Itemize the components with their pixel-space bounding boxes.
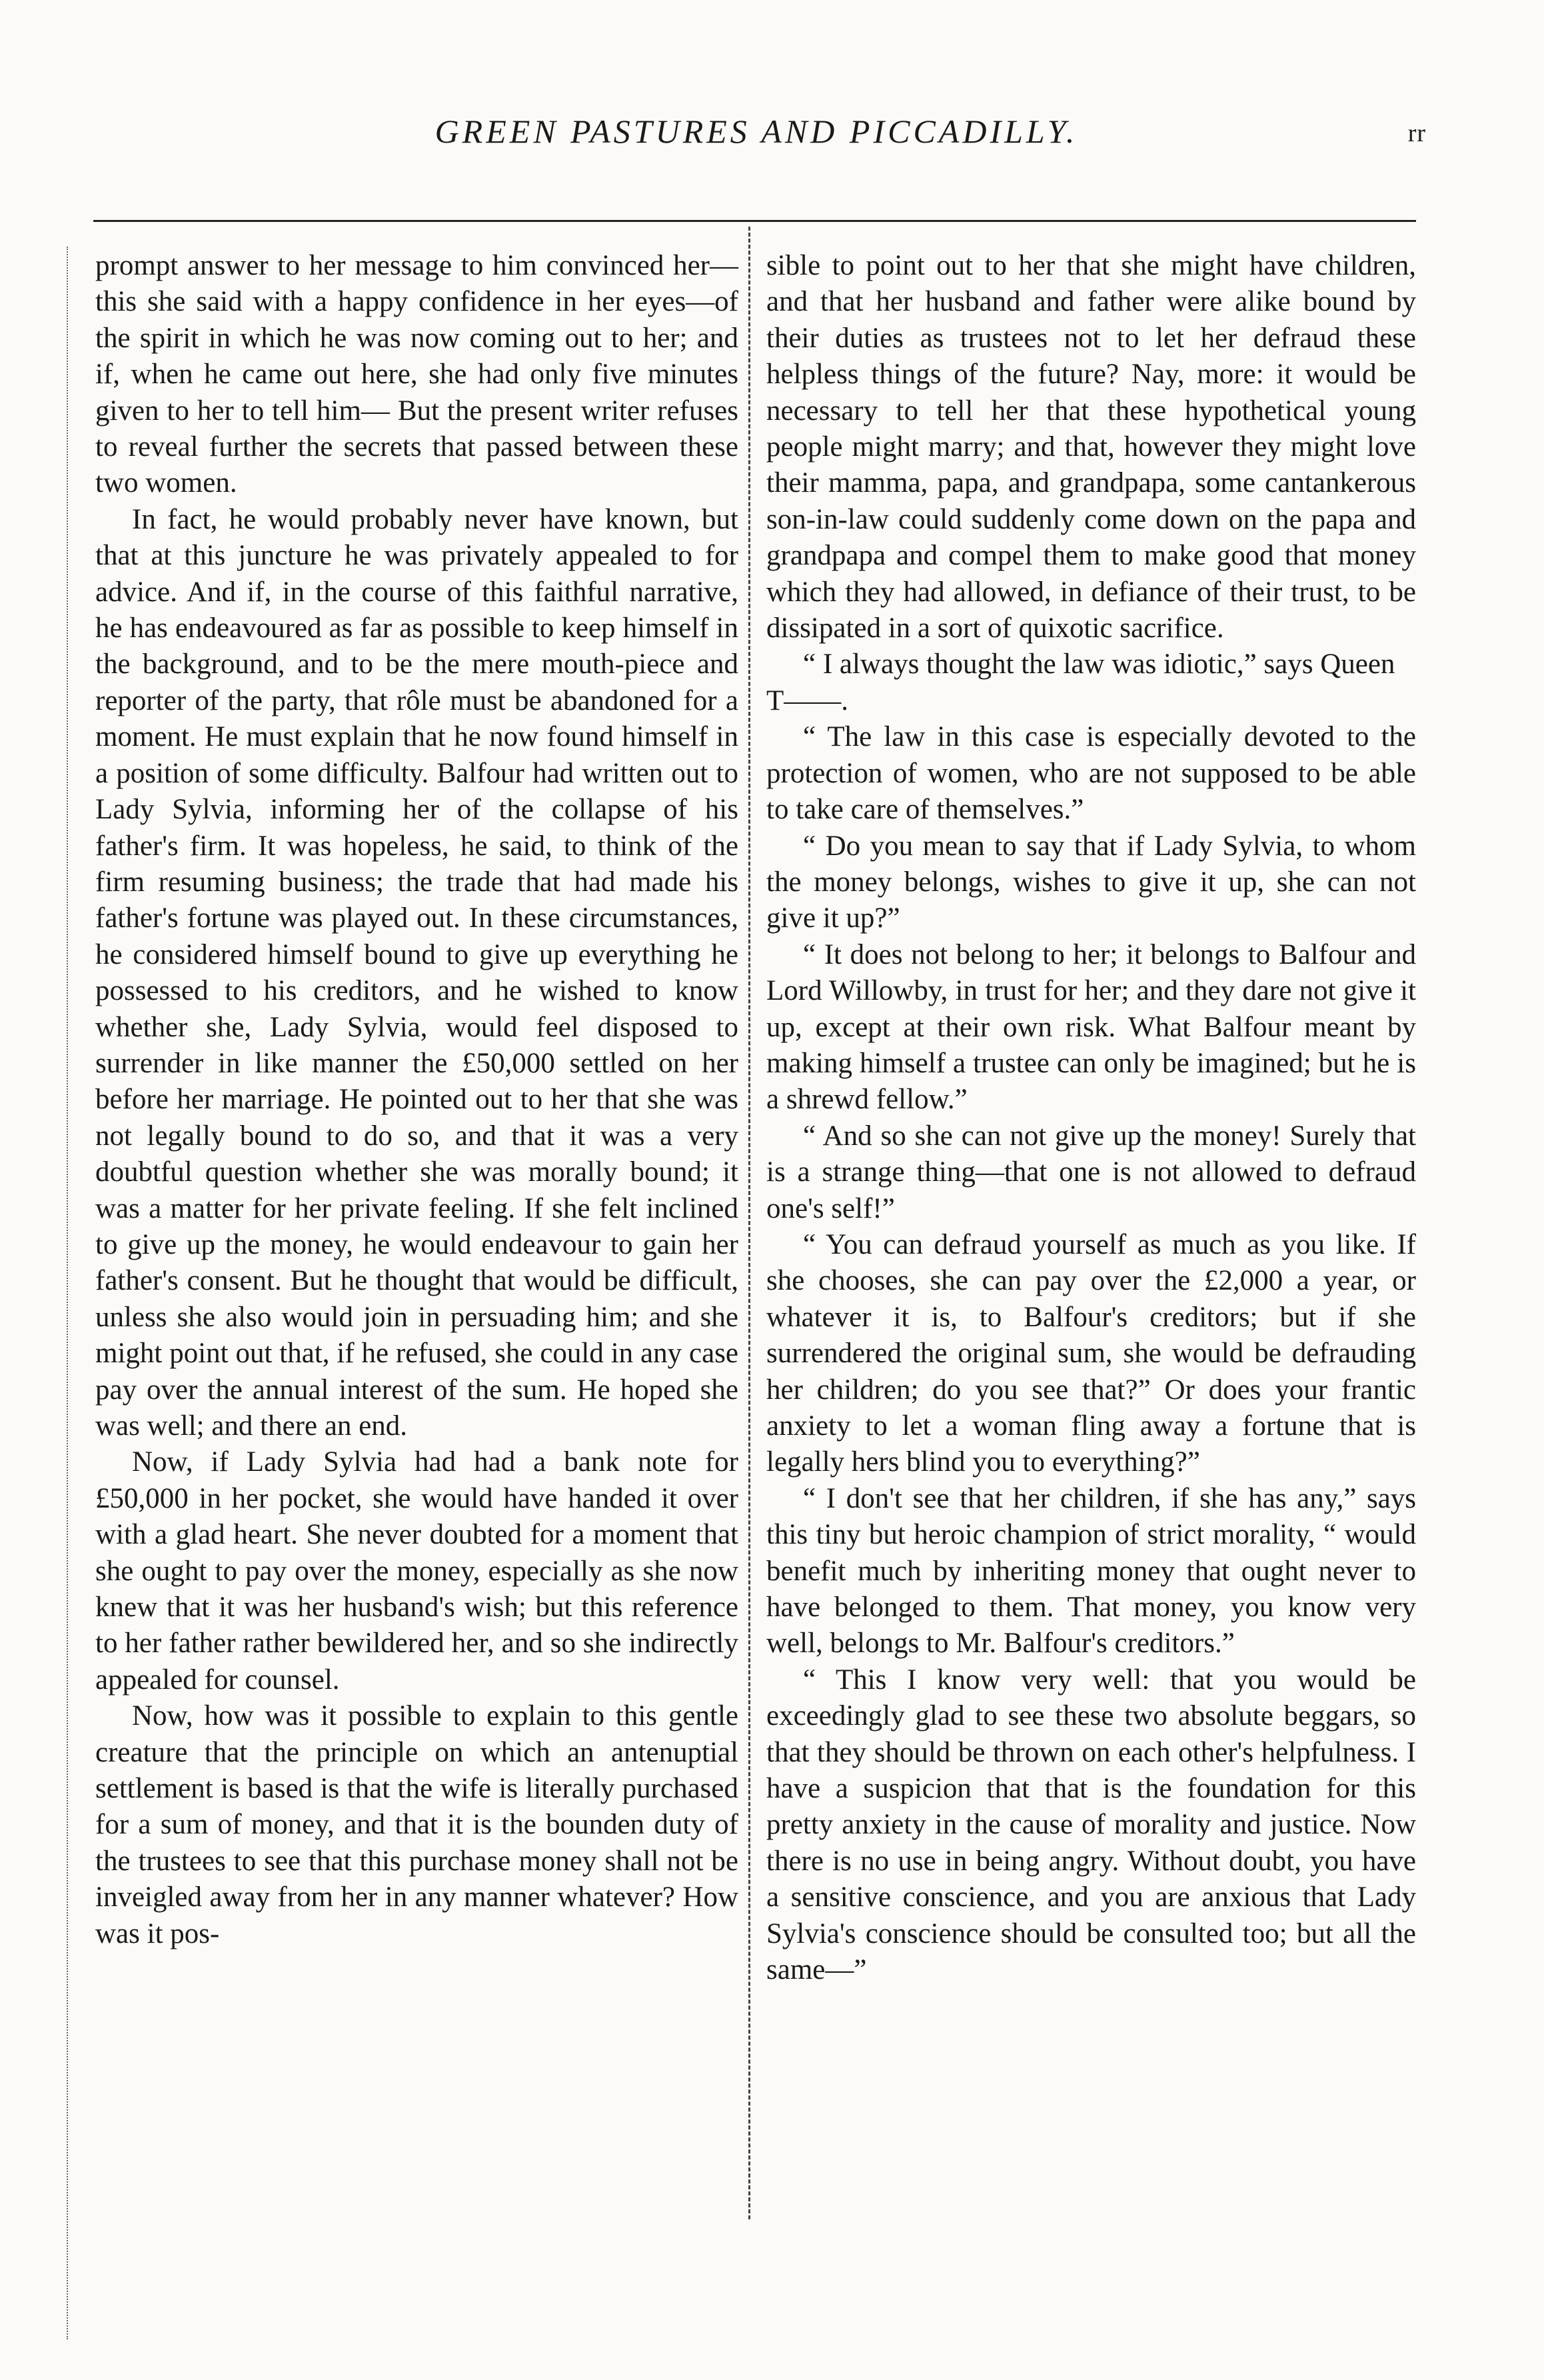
paragraph: Now, if Lady Sylvia had had a bank note for £50,000 in her pocket, she would have handed it over with a glad heart. She never doubted for a moment that she ought to pay over the money, especially as she now knew that it was her husband's wish; but this reference to her father rather bewildered her, and so she indirectly appealed for counsel. <box>95 1446 738 1696</box>
paragraph: “ This I know very well: that you would be exceedingly glad to see these two absolute beggars, so that they should be thrown on each other's helpfulness. I have a suspicion that that is the foundation for this pretty anxiety in the cause of morality and justice. Now there is no use in being angry. Without doubt, you have a sensitive conscience, and you are anxious that Lady Sylvia's conscience should be consulted too; but all the same—” <box>766 1664 1416 1986</box>
paragraph: Now, how was it possible to explain to this gentle creature that the principle on which an antenuptial settlement is based is that the wife is literally purchased for a sum of money, and that it is the bounden duty of the trustees to see that this purchase money shall not be inveigled away from her in any manner whatever? How was it pos- <box>95 1700 738 1949</box>
left-margin-marks <box>67 247 68 2339</box>
running-title: GREEN PASTURES AND PICCADILLY. <box>434 113 1078 150</box>
paragraph: “ You can defraud yourself as much as you like. If she chooses, she can pay over the £2,000 a year, or whatever it is, to Balfour's creditors; but if she surrendered the original sum, she would be defrauding her children; do you see that?” Or does your frantic anxiety to let a woman fling away a fortune that is legally hers blind you to everything?” <box>766 1228 1416 1478</box>
paragraph: prompt answer to her message to him convinced her—this she said with a happy confidence in her eyes—of the spirit in which he was now coming out to her; and if, when he came out here, she had only five minutes given to her to tell him— But the present writer refuses to reveal further the secrets that passed between these two women. <box>95 250 738 499</box>
left-column <box>95 248 738 1952</box>
right-column <box>766 248 1416 1989</box>
paragraph: “ I always thought the law was idiotic,” says Queen T——. <box>766 648 1395 716</box>
paragraph: “ Do you mean to say that if Lady Sylvia, to whom the money belongs, wishes to give it up, she can not give it up?” <box>766 830 1416 934</box>
paragraph: sible to point out to her that she might have children, and that her husband and father were alike bound by their duties as trustees not to let her defraud these helpless things of the future? Nay, more: it would be necessary to tell her that these hypothetical young people might marry; and that, however they might love their mamma, papa, and grandpapa, some cantankerous son-in-law could suddenly come down on the papa and grandpapa and compel them to make good that money which they had allowed, in defiance of their trust, to be dissipated in a sort of quixotic sacrifice. <box>766 250 1416 644</box>
paragraph: “ I don't see that her children, if she has any,” says this tiny but heroic champion of strict morality, “ would benefit much by inheriting money that ought never to have belonged to them. That money, you know very well, belongs to Mr. Balfour's creditors.” <box>766 1482 1416 1660</box>
column-divider <box>748 227 750 2219</box>
page-number: rr <box>1407 119 1426 147</box>
paragraph: “ The law in this case is especially devoted to the protection of women, who are not supposed to be able to take care of themselves.” <box>766 721 1416 826</box>
paragraph: “ It does not belong to her; it belongs to Balfour and Lord Willowby, in trust for her; and they dare not give it up, except at their own risk. What Balfour meant by making himself a trustee can only be imagined; but he is a shrewd fellow.” <box>766 938 1416 1116</box>
header-rule <box>93 220 1416 222</box>
page-header <box>87 112 1426 172</box>
paragraph: In fact, he would probably never have known, but that at this juncture he was privately appealed to for advice. And if, in the course of this faithful narrative, he has endeavoured as far as possible to keep himself in the background, and to be the mere mouth-piece and reporter of the party, that rôle must be abandoned for a moment. He must explain that he now found himself in a position of some difficulty. Balfour had written out to Lady Sylvia, informing her of the collapse of his father's firm. It was hopeless, he said, to think of the firm resuming business; the trade that had made his father's fortune was played out. In these circumstances, he considered himself bound to give up everything he possessed to his creditors, and he wished to know whether she, Lady Sylvia, would feel disposed to surrender in like manner the £50,000 settled on her before her marriage. He pointed out to her that she was not legally bound to do so, and that it was a very doubtful question whether she was morally bound; it was a matter for her private feeling. If she felt inclined to give up the money, he would endeavour to gain her father's consent. But he thought that would be difficult, unless she also would join in persuading him; and she might point out that, if he refused, she could in any case pay over the annual interest of the sum. He hoped she was well; and there an end. <box>95 503 738 1442</box>
paragraph: “ And so she can not give up the money! Surely that is a strange thing—that one is not allowed to defraud one's self!” <box>766 1120 1416 1224</box>
